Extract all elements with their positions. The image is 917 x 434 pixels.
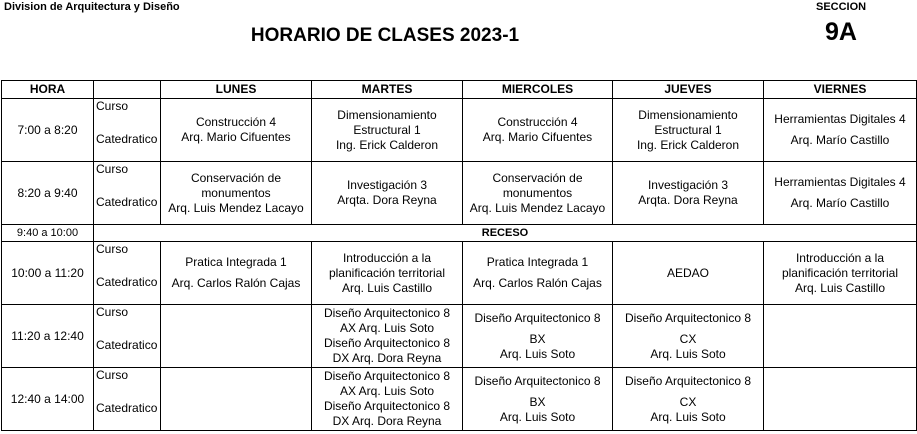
- class-line: Arq. Mario Cifuentes: [181, 130, 291, 144]
- class-line: Arq. Marío Castillo: [790, 196, 890, 210]
- row-labels: [94, 99, 161, 162]
- class-line: BX: [529, 394, 546, 409]
- class-line: Arqta. Dora Reyna: [638, 193, 738, 207]
- time-cell: 11:20 a 12:40: [2, 305, 94, 368]
- class-line: Diseño Arquitectonico 8: [624, 310, 752, 325]
- day-header: MARTES: [312, 81, 463, 99]
- row-labels: [94, 242, 161, 305]
- class-cell: [463, 162, 613, 225]
- class-line: Pratica Integrada 1: [185, 255, 287, 269]
- schedule-row: [2, 242, 917, 305]
- class-line: Arq. Marío Castillo: [790, 133, 890, 147]
- row-labels: [94, 162, 161, 225]
- class-cell: [613, 305, 764, 368]
- catedratico-label: Catedratico: [96, 275, 158, 289]
- class-line: Arq. Luis Soto: [499, 409, 576, 424]
- class-line: Arq. Mario Cifuentes: [482, 130, 593, 144]
- schedule-row: [2, 305, 917, 368]
- class-cell: [312, 162, 463, 225]
- time-cell: 7:00 a 8:20: [2, 99, 94, 162]
- class-line: Ing. Erick Calderon: [335, 137, 439, 152]
- catedratico-label: Catedratico: [96, 401, 158, 415]
- class-line: Pratica Integrada 1: [486, 255, 589, 269]
- catedratico-label: Catedratico: [96, 338, 158, 352]
- class-line: AX Arq. Luis Soto: [339, 321, 435, 335]
- class-cell: [161, 305, 312, 368]
- label-header: [94, 81, 161, 99]
- class-cell: [463, 305, 613, 368]
- class-line: Diseño Arquitectonico 8: [474, 373, 601, 388]
- class-line: Investigación 3: [647, 178, 729, 192]
- receso-time: 9:40 a 10:00: [2, 225, 94, 242]
- class-line: Introducción a la: [795, 250, 885, 265]
- class-cell: [613, 162, 764, 225]
- class-line: AEDAO: [666, 265, 709, 280]
- class-cell: [312, 242, 463, 305]
- class-cell: [312, 99, 463, 162]
- class-line: planificación territorial: [328, 265, 446, 280]
- class-line: Diseño Arquitectonico 8: [323, 369, 451, 383]
- class-line: CX: [679, 331, 697, 346]
- class-line: Arq. Carlos Ralón Cajas: [473, 276, 602, 290]
- catedratico-label: Catedratico: [96, 195, 158, 209]
- class-cell: [312, 305, 463, 368]
- header-row: [2, 81, 917, 99]
- time-cell: 10:00 a 11:20: [2, 242, 94, 305]
- schedule-table: [1, 80, 917, 431]
- receso-label: RECESO: [94, 225, 917, 242]
- class-line: AX Arq. Luis Soto: [339, 384, 435, 398]
- hora-header: HORA: [2, 81, 94, 99]
- class-cell: [161, 99, 312, 162]
- class-cell: [161, 368, 312, 431]
- class-line: Estructural 1: [353, 122, 421, 137]
- class-line: Herramientas Digitales 4: [774, 112, 906, 126]
- class-line: Arq. Luis Soto: [650, 409, 726, 424]
- class-cell: [764, 368, 917, 431]
- class-line: Diseño Arquitectonico 8: [323, 306, 451, 320]
- class-line: Arq. Luis Soto: [499, 346, 576, 361]
- receso-row: [2, 225, 917, 242]
- time-cell: 8:20 a 9:40: [2, 162, 94, 225]
- day-header: MIERCOLES: [463, 81, 613, 99]
- class-line: Construcción 4: [195, 115, 277, 129]
- class-line: Arq. Luis Soto: [650, 346, 726, 361]
- class-cell: [463, 368, 613, 431]
- class-line: Conservación de: [190, 170, 282, 185]
- class-cell: [463, 99, 613, 162]
- class-line: DX Arq. Dora Reyna: [332, 414, 442, 428]
- class-line: monumentos: [201, 185, 271, 200]
- section-value: 9A: [825, 18, 857, 46]
- row-labels: [94, 305, 161, 368]
- curso-label: Curso: [96, 368, 129, 382]
- row-labels: [94, 368, 161, 431]
- class-cell: [613, 99, 764, 162]
- class-line: Arq. Luis Mendez Lacayo: [469, 200, 606, 215]
- time-cell: 12:40 a 14:00: [2, 368, 94, 431]
- class-line: Arqta. Dora Reyna: [337, 193, 437, 207]
- class-line: Dimensionamiento: [337, 107, 437, 122]
- class-cell: [764, 99, 917, 162]
- class-line: Arq. Luis Castillo: [794, 280, 886, 295]
- class-line: Arq. Luis Castillo: [341, 280, 433, 295]
- class-cell: [312, 368, 463, 431]
- class-line: CX: [679, 394, 697, 409]
- class-cell: [613, 242, 764, 305]
- class-line: Arq. Carlos Ralón Cajas: [171, 276, 301, 290]
- class-line: BX: [529, 331, 546, 346]
- class-line: Diseño Arquitectonico 8: [323, 336, 451, 350]
- class-line: DX Arq. Dora Reyna: [332, 351, 442, 365]
- curso-label: Curso: [96, 162, 129, 176]
- curso-label: Curso: [96, 242, 129, 256]
- class-line: Diseño Arquitectonico 8: [474, 310, 601, 325]
- class-cell: [764, 305, 917, 368]
- class-cell: [463, 242, 613, 305]
- section-label: SECCION: [816, 1, 867, 13]
- class-cell: [161, 242, 312, 305]
- class-cell: [764, 162, 917, 225]
- catedratico-label: Catedratico: [96, 132, 158, 146]
- schedule-row: [2, 99, 917, 162]
- class-cell: [764, 242, 917, 305]
- day-header: LUNES: [161, 81, 312, 99]
- class-line: Investigación 3: [346, 178, 428, 192]
- class-line: Construcción 4: [497, 115, 578, 129]
- class-line: Diseño Arquitectonico 8: [323, 399, 451, 413]
- class-line: Arq. Luis Mendez Lacayo: [168, 200, 304, 215]
- schedule-row: [2, 162, 917, 225]
- day-header: JUEVES: [613, 81, 764, 99]
- curso-label: Curso: [96, 305, 129, 319]
- class-line: planificación territorial: [781, 265, 899, 280]
- class-line: monumentos: [502, 185, 573, 200]
- schedule-row: [2, 368, 917, 431]
- class-line: Conservación de: [492, 170, 583, 185]
- class-line: Introducción a la: [342, 250, 432, 265]
- day-header: VIERNES: [764, 81, 917, 99]
- class-cell: [161, 162, 312, 225]
- class-line: Ing. Erick Calderon: [636, 137, 740, 152]
- class-line: Dimensionamiento: [638, 107, 738, 122]
- class-line: Estructural 1: [654, 122, 722, 137]
- class-cell: [613, 368, 764, 431]
- class-line: Diseño Arquitectonico 8: [624, 373, 752, 388]
- division-name: Division de Arquitectura y Diseño: [4, 1, 180, 13]
- curso-label: Curso: [96, 99, 129, 113]
- page-title: HORARIO DE CLASES 2023-1: [250, 25, 520, 46]
- class-line: Herramientas Digitales 4: [774, 175, 906, 189]
